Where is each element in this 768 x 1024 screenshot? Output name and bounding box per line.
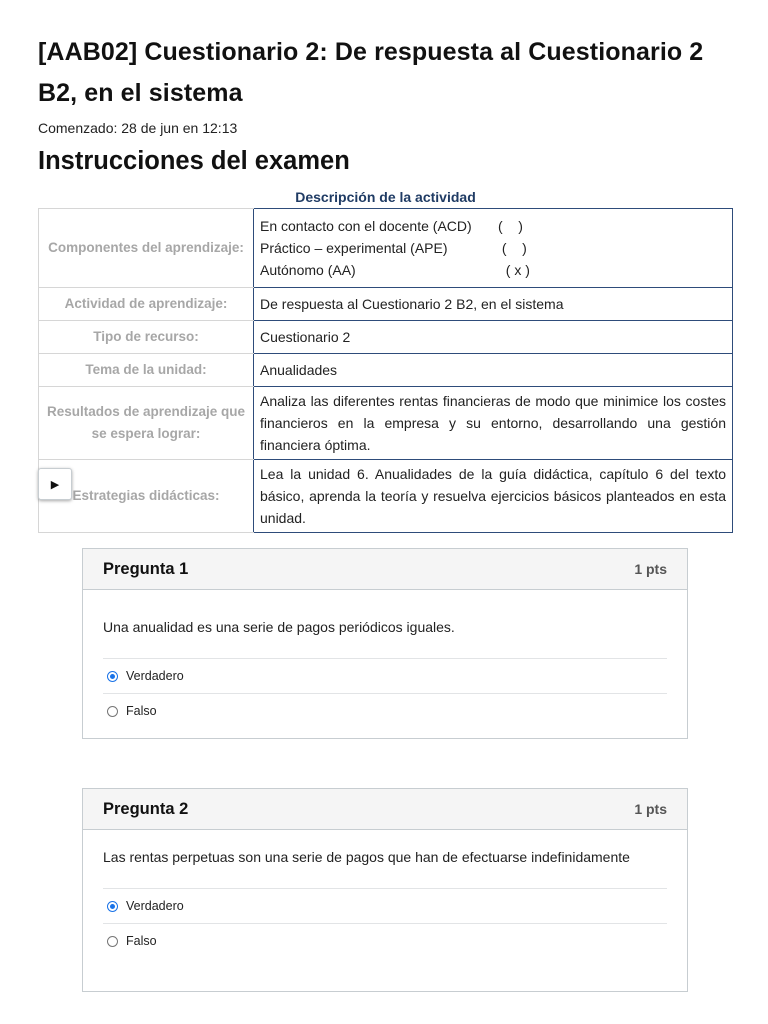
table-row-actividad xyxy=(39,288,733,321)
componente-aa xyxy=(260,259,726,281)
componente-mark: ( ) xyxy=(498,240,527,256)
tema-value: Anualidades xyxy=(254,354,733,387)
question-text: Las rentas perpetuas son una serie de pagos que han de efectuarse indefinidamente xyxy=(103,849,630,865)
componente-label: Autónomo (AA) xyxy=(260,262,356,278)
question-card-1 xyxy=(82,548,688,739)
answer-label: Falso xyxy=(126,934,157,948)
question-points: 1 pts xyxy=(634,561,667,577)
componentes-value xyxy=(254,209,733,288)
question-title: Pregunta 1 xyxy=(103,559,189,578)
estrategias-value: Lea la unidad 6. Anualidades de la guía didáctica, capítulo 6 del texto básico, aprenda la teoría y resuelva ejercicios básicos planteados en esta unidad. xyxy=(254,460,733,533)
question-header xyxy=(83,549,687,590)
play-button[interactable] xyxy=(38,468,72,500)
question-body xyxy=(83,830,687,958)
estrategias-label: Estrategias didácticas: xyxy=(39,460,254,533)
table-row-resultados xyxy=(39,387,733,460)
radio-unselected-icon[interactable] xyxy=(107,936,118,947)
tema-label: Tema de la unidad: xyxy=(39,354,254,387)
actividad-value: De respuesta al Cuestionario 2 B2, en el sistema xyxy=(254,288,733,321)
activity-table xyxy=(38,208,733,533)
table-row-tipo xyxy=(39,321,733,354)
quiz-title: [AAB02] Cuestionario 2: De respuesta al Cuestionario 2 B2, en el sistema xyxy=(38,38,704,107)
componente-mark: ( x ) xyxy=(498,262,530,278)
answer-option[interactable] xyxy=(103,658,667,693)
quiz-content xyxy=(38,0,733,533)
question-header xyxy=(83,789,687,830)
componente-label: Práctico – experimental (APE) xyxy=(260,240,448,256)
instructions-heading: Instrucciones del examen xyxy=(38,147,350,175)
componente-mark: ( ) xyxy=(498,218,523,234)
table-row-tema xyxy=(39,354,733,387)
play-icon: ▶ xyxy=(50,478,60,491)
radio-selected-icon[interactable] xyxy=(107,671,118,682)
tipo-label: Tipo de recurso: xyxy=(39,321,254,354)
answer-option[interactable] xyxy=(103,923,667,958)
table-row-estrategias xyxy=(39,460,733,533)
componente-acd xyxy=(260,215,726,237)
question-title: Pregunta 2 xyxy=(103,799,189,818)
componente-ape xyxy=(260,237,726,259)
resultados-value: Analiza las diferentes rentas financieras de modo que minimice los costes financieros en la empresa y su entorno, desarrollando una gestión financiera óptima. xyxy=(254,387,733,460)
table-row-componentes xyxy=(39,209,733,288)
resultados-label: Resultados de aprendizaje que se espera lograr: xyxy=(39,387,254,460)
answer-label: Falso xyxy=(126,704,157,718)
question-card-2 xyxy=(82,788,688,992)
actividad-label: Actividad de aprendizaje: xyxy=(39,288,254,321)
answer-label: Verdadero xyxy=(126,899,184,913)
activity-description-heading: Descripción de la actividad xyxy=(295,189,476,205)
componente-label: En contacto con el docente (ACD) xyxy=(260,218,472,234)
answer-option[interactable] xyxy=(103,693,667,728)
answer-label: Verdadero xyxy=(126,669,184,683)
question-points: 1 pts xyxy=(634,801,667,817)
question-body xyxy=(83,590,687,728)
radio-selected-icon[interactable] xyxy=(107,901,118,912)
radio-unselected-icon[interactable] xyxy=(107,706,118,717)
started-timestamp: Comenzado: 28 de jun en 12:13 xyxy=(38,120,238,136)
tipo-value: Cuestionario 2 xyxy=(254,321,733,354)
componentes-label: Componentes del aprendizaje: xyxy=(39,209,254,288)
answer-option[interactable] xyxy=(103,888,667,923)
question-text: Una anualidad es una serie de pagos periódicos iguales. xyxy=(103,619,455,635)
